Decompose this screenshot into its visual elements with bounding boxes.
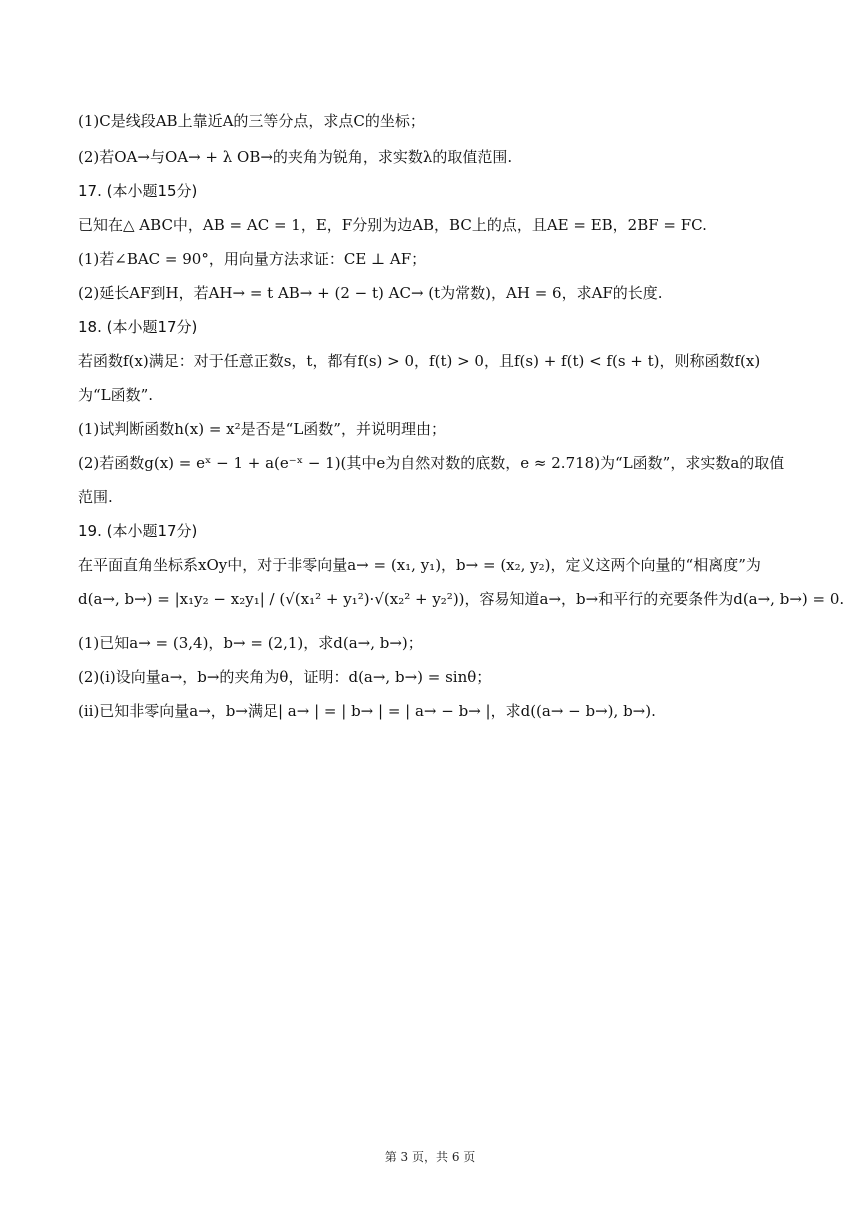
problem-18-part-1: (1)试判断函数h(x) = x²是否是“L函数”，并说明理由；	[78, 420, 446, 438]
problem-17-statement: 已知在△ ABC中，AB = AC = 1，E，F分别为边AB，BC上的点，且AE = EB，2BF = FC.	[78, 216, 707, 234]
problem-18-part-2-line-1: (2)若函数g(x) = eˣ − 1 + a(e⁻ˣ − 1)(其中e为自然对数的底数，e ≈ 2.718)为“L函数”，求实数a的取值	[78, 454, 785, 472]
problem-19-part-2-i: (2)(i)设向量a→，b→的夹角为θ，证明：d(a→, b→) = sinθ；	[78, 668, 492, 686]
problem-19-statement-line-2: d(a→, b→) = |x₁y₂ − x₂y₁| / (√(x₁² + y₁²)·√(x₂² + y₂²))，容易知道a→，b→和平行的充要条件为d(a→, b→) = 0.	[78, 590, 845, 608]
problem-18-part-2-line-2: 范围.	[78, 488, 113, 506]
problem-19-part-1: (1)已知a→ = (3,4)，b→ = (2,1)，求d(a→, b→)；	[78, 634, 423, 652]
problem-17-part-1: (1)若∠BAC = 90°，用向量方法求证：CE ⊥ AF；	[78, 250, 427, 268]
page-footer: 第 3 页，共 6 页	[384, 1150, 476, 1164]
problem-18-statement-line-2: 为“L函数”.	[78, 386, 154, 404]
problem-17-part-2: (2)延长AF到H，若AH→ = t AB→ + (2 − t) AC→ (t为常数)，AH = 6，求AF的长度.	[78, 284, 663, 302]
problem-17-heading: 17. (本小题15分)	[78, 182, 198, 200]
problem-18-statement-line-1: 若函数f(x)满足：对于任意正数s，t，都有f(s) > 0，f(t) > 0，且f(s) + f(t) < f(s + t)，则称函数f(x)	[78, 352, 761, 370]
problem-16-part-1: (1)C是线段AB上靠近A的三等分点，求点C的坐标；	[78, 112, 425, 130]
problem-16-part-2: (2)若OA→与OA→ + λ OB→的夹角为锐角，求实数λ的取值范围.	[78, 148, 513, 166]
problem-19-part-2-ii: (ii)已知非零向量a→，b→满足| a→ | = | b→ | = | a→ − b→ |，求d((a→ − b→), b→).	[78, 702, 656, 720]
problem-19-statement-line-1: 在平面直角坐标系xOy中，对于非零向量a→ = (x₁, y₁)，b→ = (x₂, y₂)，定义这两个向量的“相离度”为	[78, 556, 761, 574]
problem-19-heading: 19. (本小题17分)	[78, 522, 198, 540]
problem-18-heading: 18. (本小题17分)	[78, 318, 198, 336]
